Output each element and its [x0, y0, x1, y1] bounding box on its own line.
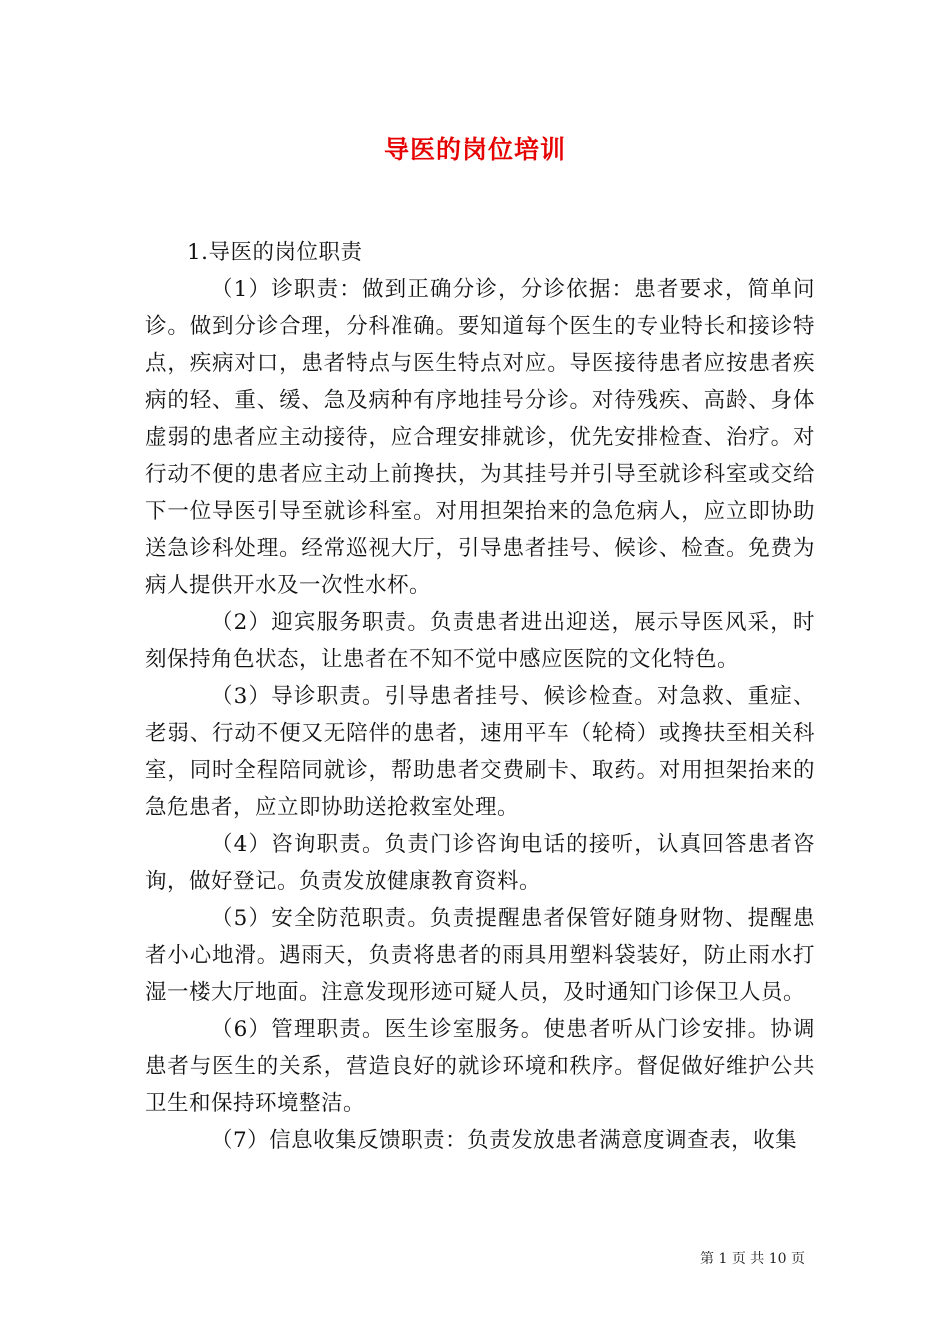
paragraph-management-duty: （6）管理职责。医生诊室服务。使患者听从门诊安排。协调患者与医生的关系，营造良好的就诊环境和秩序。督促做好维护公共卫生和保持环境整洁。: [145, 1017, 815, 1116]
document-title: 导医的岗位培训: [383, 135, 566, 164]
paragraph-diagnosis-duty: （1）诊职责：做到正确分诊，分诊依据：患者要求，简单问诊。做到分诊合理，分科准确。要知道每个医生的专业特长和接诊特点，疾病对口，患者特点与医生特点对应。导医接待患者应按患者疾病的轻、重、缓、急及病种有序地挂号分诊。对待残疾、高龄、身体虚弱的患者应主动接待，应合理安排就诊，优先安排检查、治疗。对行动不便的患者应主动上前搀扶，为其挂号并引导至就诊科室或交给下一位导医引导至就诊科室。对用担架抬来的急危病人，应立即协助送急诊科处理。经常巡视大厅，引导患者挂号、候诊、检查。免费为病人提供开水及一次性水杯。: [145, 277, 815, 598]
paragraph-safety-duty: （5）安全防范职责。负责提醒患者保管好随身财物、提醒患者小心地滑。遇雨天，负责将患者的雨具用塑料袋装好，防止雨水打湿一楼大厅地面。注意发现形迹可疑人员，及时通知门诊保卫人员。: [145, 906, 815, 1005]
page-number-footer: 第 1 页 共 10 页: [700, 1251, 805, 1267]
document-body: [145, 234, 815, 1159]
section-heading: 1.导医的岗位职责: [187, 240, 363, 265]
paragraph-feedback-duty: （7）信息收集反馈职责：负责发放患者满意度调查表，收集: [211, 1128, 798, 1153]
paragraph-consultation-duty: （4）咨询职责。负责门诊咨询电话的接听，认真回答患者咨询，做好登记。负责发放健康教育资料。: [145, 832, 815, 894]
paragraph-guidance-duty: （3）导诊职责。引导患者挂号、候诊检查。对急救、重症、老弱、行动不便又无陪伴的患者，速用平车（轮椅）或搀扶至相关科室，同时全程陪同就诊，帮助患者交费刷卡、取药。对用担架抬来的急危患者，应立即协助送抢救室处理。: [145, 684, 815, 820]
paragraph-reception-duty: （2）迎宾服务职责。负责患者进出迎送，展示导医风采，时刻保持角色状态，让患者在不知不觉中感应医院的文化特色。: [145, 610, 815, 672]
